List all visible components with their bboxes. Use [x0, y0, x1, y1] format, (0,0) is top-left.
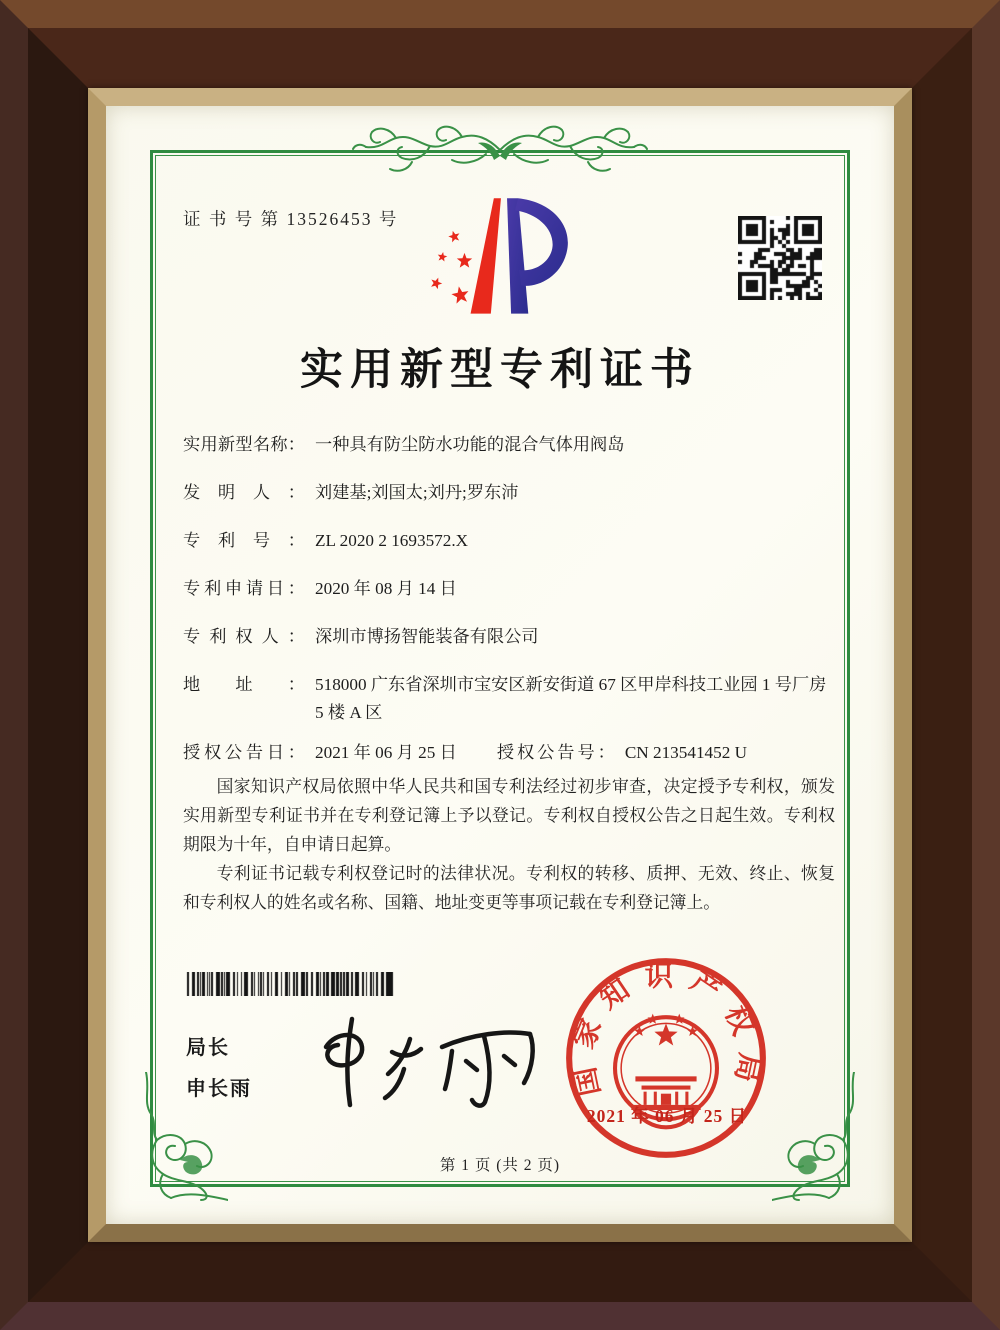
field-label: 地址：	[183, 675, 305, 694]
field-row	[183, 527, 833, 555]
floral-corner-right-icon	[772, 1072, 864, 1204]
legal-text-block	[183, 772, 835, 917]
director-name: 申长雨	[186, 1078, 252, 1100]
field-row	[183, 431, 833, 459]
director-signature	[292, 1005, 542, 1123]
field-row	[183, 479, 833, 507]
field-value: 2020 年 08 月 14 日	[315, 579, 457, 598]
field-label: 实用新型名称：	[183, 435, 305, 454]
official-seal	[562, 954, 770, 1162]
field-label: 专利权人：	[183, 627, 305, 646]
grant-number-value: CN 213541452 U	[624, 743, 748, 762]
field-value: 刘建基;刘国太;刘丹;罗东沛	[315, 483, 519, 502]
fields-block	[183, 431, 833, 767]
grant-row	[183, 739, 833, 767]
page-number: 第 1 页 (共 2 页)	[439, 1157, 561, 1174]
field-row	[183, 575, 833, 603]
field-value: 518000 广东省深圳市宝安区新安街道 67 区甲岸科技工业园 1 号厂房 5 楼 A 区	[315, 675, 827, 722]
seal-organization-text: 国家知识产权局	[567, 961, 765, 1099]
field-value: 深圳市博扬智能装备有限公司	[315, 627, 539, 646]
field-value: ZL 2020 2 1693572.X	[315, 531, 469, 550]
grant-date-value: 2021 年 06 月 25 日	[315, 743, 457, 762]
certificate-title: 实用新型专利证书	[300, 347, 700, 394]
barcode	[185, 972, 397, 996]
grant-date-pair	[183, 739, 457, 767]
field-label: 发明人：	[183, 483, 305, 502]
field-row-address	[183, 671, 833, 727]
legal-paragraph: 国家知识产权局依照中华人民共和国专利法经过初步审查，决定授予专利权，颁发实用新型专利证书并在专利登记簿上予以登记。专利权自授权公告之日起生效。专利权期限为十年，自申请日起算。	[183, 777, 835, 854]
grant-number-pair	[497, 739, 747, 767]
certificate-number: 证 书 号 第 13526453 号	[183, 209, 399, 229]
director-block	[186, 1028, 252, 1110]
field-label: 专利申请日：	[183, 579, 305, 598]
cnipa-patent-logo-icon	[424, 190, 586, 332]
field-value: 一种具有防尘防水功能的混合气体用阀岛	[315, 435, 625, 454]
field-row	[183, 623, 833, 651]
director-title: 局长	[186, 1037, 230, 1059]
dragon-ornament-icon	[352, 118, 648, 180]
field-label: 专利号：	[183, 531, 305, 550]
grant-date-label: 授权公告日：	[183, 743, 305, 762]
legal-paragraph: 专利证书记载专利权登记时的法律状况。专利权的转移、质押、无效、终止、恢复和专利权人的姓名或名称、国籍、地址变更等事项记载在专利登记簿上。	[183, 864, 835, 912]
seal-date: 2021 年 06 月 25 日	[586, 1106, 748, 1126]
grant-number-label: 授权公告号：	[496, 743, 615, 762]
qr-code	[738, 216, 822, 300]
